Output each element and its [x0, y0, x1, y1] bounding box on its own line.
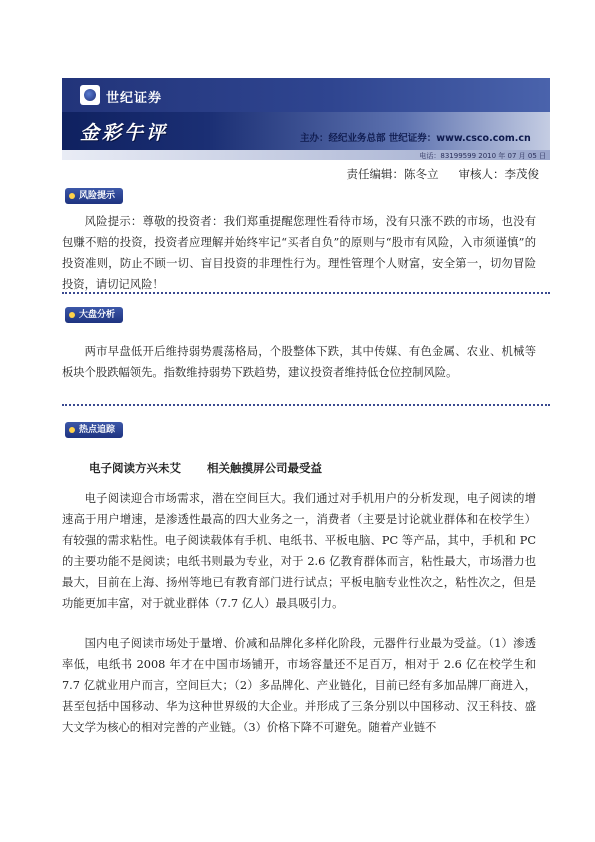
bullet-icon	[69, 312, 75, 318]
sponsor-line: 主办：经纪业务总部 世纪证券：www.csco.com.cn	[300, 133, 531, 144]
section-label-hot: 热点追踪	[65, 422, 123, 438]
column-title: 金彩午评	[80, 122, 169, 144]
article-paragraph-1: 电子阅读迎合市场需求，潜在空间巨大。我们通过对手机用户的分析发现，电子阅读的增速高于用户增速，是渗透性最高的四大业务之一，消费者（主要是讨论就业群体和在校学生）有较强的需求粘性。电子阅读载体有手机、电纸书、平板电脑、PC 等产品，其中，手机和 PC 的主要功能不是阅读；电纸书则最为专业，对于 2.6 亿教育群体而言，粘性最大，市场潜力也最大，目前在上海、扬州等地已有教育部门进行试点；平板电脑专业性次之，粘性次之，但是功能更加丰富，对于就业群体（7.7 亿人）最具吸引力。	[62, 492, 536, 610]
section-divider	[62, 292, 550, 294]
bullet-icon	[69, 427, 75, 433]
header-banner	[62, 78, 550, 160]
brand-name: 世纪证券	[106, 91, 163, 106]
bullet-icon	[69, 193, 75, 199]
article-paragraph-2: 国内电子阅读市场处于量增、价减和品牌化多样化阶段，元器件行业最为受益。（1）渗透率低，电纸书 2008 年才在中国市场铺开，市场容量还不足百万，相对于 2.6 亿在校学生和 7.7 亿就业用户而言，空间巨大；（2）多品牌化、产业链化，目前已经有多加品牌厂商进入，甚至包括中国移动、华为这种世界级的大企业。并形成了三条分别以中国移动、汉王科技、盛大文学为核心的相对完善的产业链。（3）价格下降不可避免。随着产业链不	[62, 637, 536, 734]
brand-logo-icon	[80, 85, 100, 105]
market-analysis-paragraph: 两市早盘低开后维持弱势震荡格局，个股整体下跌，其中传媒、有色金属、农业、机械等板块个股跌幅领先。指数维持弱势下跌趋势，建议投资者维持低仓位控制风险。	[62, 345, 536, 379]
risk-warning-paragraph: 风险提示：尊敬的投资者：我们郑重提醒您理性看待市场，没有只涨不跌的市场，也没有包赚不赔的投资，投资者应理解并始终牢记“买者自负”的原则与“股市有风险，入市须谨慎”的投资准则，防止不顾一切、盲目投资的非理性行为。理性管理个人财富，安全第一，切勿冒险投资，请切记风险！	[62, 215, 536, 291]
section-divider	[62, 404, 550, 406]
editor-line	[347, 166, 540, 182]
section-label-risk: 风险提示	[65, 188, 123, 204]
responsible-editor: 责任编辑：陈冬立	[346, 167, 439, 181]
reviewer: 审核人：李茂俊	[458, 167, 539, 181]
phone-date-line: 电话：83199599 2010 年 07 月 05 日	[419, 152, 546, 160]
article-headline: 电子阅读方兴未艾 相关触摸屏公司最受益	[89, 461, 322, 475]
section-label-market: 大盘分析	[65, 307, 123, 323]
